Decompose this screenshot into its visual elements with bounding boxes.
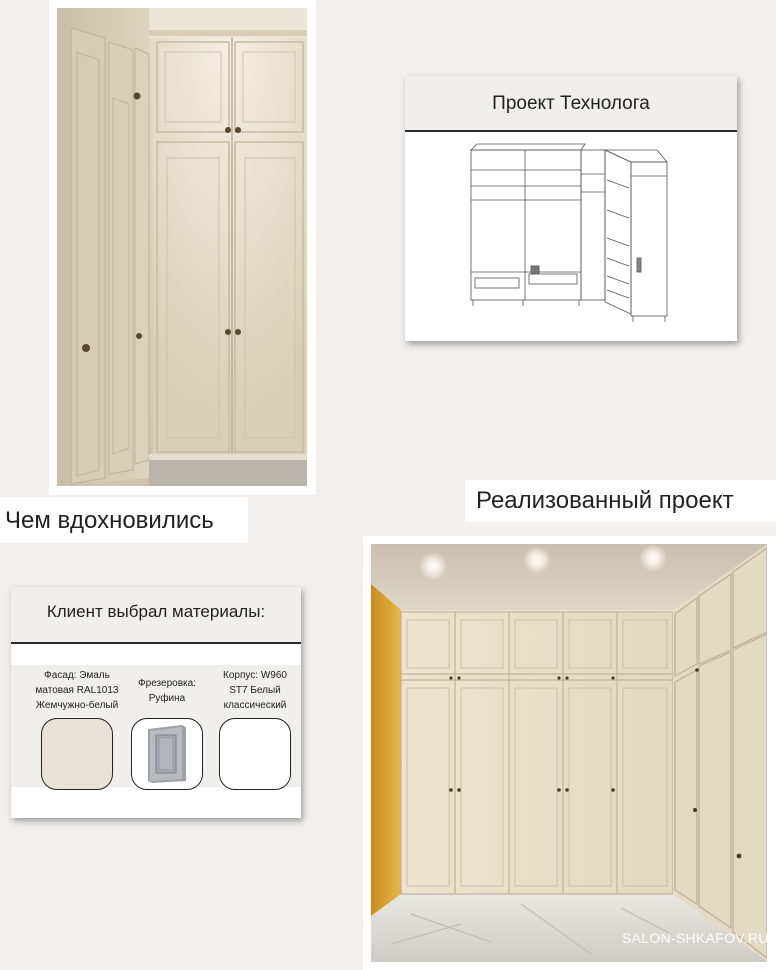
project-card — [405, 76, 737, 341]
materials-title: Клиент выбрал материалы: — [46, 602, 266, 621]
facade-color-swatch — [41, 718, 113, 790]
realized-caption-box — [465, 480, 776, 522]
material-label-facade: Фасад: Эмаль матовая RAL1013 Жемчужно-белый — [35, 670, 119, 711]
watermark: SALON-SHKAFOV.RU — [622, 930, 769, 946]
carcass-color-swatch — [219, 718, 291, 790]
inspiration-photo — [57, 8, 307, 486]
materials-card-header — [11, 587, 301, 642]
inspiration-caption: Чем вдохновились — [5, 507, 214, 534]
materials-divider — [11, 642, 301, 644]
realized-caption: Реализованный проект — [476, 487, 734, 514]
realized-photo — [371, 544, 768, 962]
technical-drawing — [461, 140, 681, 336]
material-label-milling: Фрезеровка: Руфина — [138, 678, 196, 704]
inspiration-caption-box — [0, 497, 248, 543]
project-title: Проект Технолога — [492, 93, 650, 114]
door-panel-icon — [146, 725, 190, 783]
material-label-carcass: Корпус: W960 ST7 Белый классический — [223, 670, 287, 711]
milling-sample-swatch — [131, 718, 203, 790]
materials-card — [11, 587, 301, 818]
project-card-header — [405, 76, 737, 132]
